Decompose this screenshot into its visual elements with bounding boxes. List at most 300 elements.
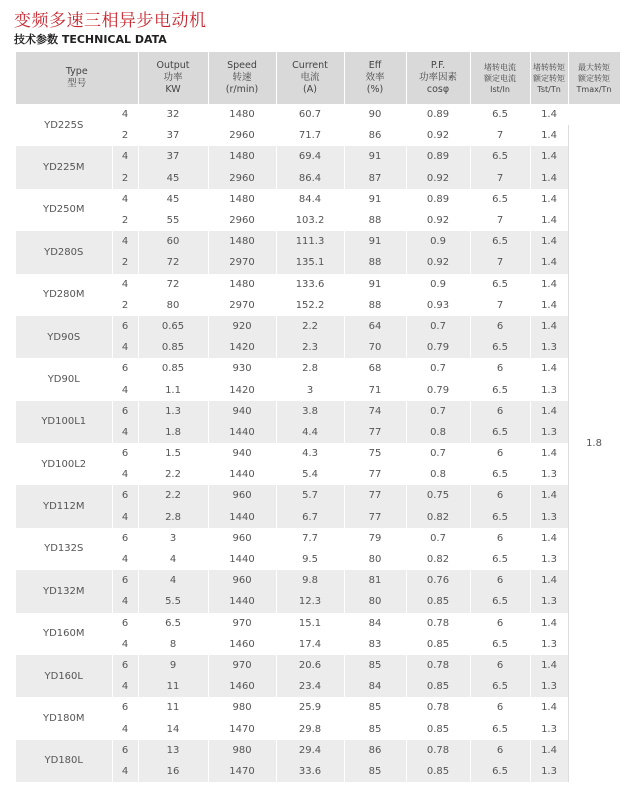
cell-pf: 0.7	[406, 401, 470, 422]
cell-eff: 77	[344, 507, 406, 528]
cell-eff: 87	[344, 168, 406, 189]
cell-speed: 1480	[208, 189, 276, 210]
table-row	[16, 570, 620, 591]
cell-eff: 90	[344, 104, 406, 125]
table-row	[16, 104, 620, 125]
cell-poles: 4	[112, 379, 138, 400]
table-row	[16, 358, 620, 379]
cell-ist: 6	[470, 485, 530, 506]
cell-poles: 4	[112, 676, 138, 697]
cell-eff: 86	[344, 740, 406, 761]
cell-tst: 1.4	[530, 125, 568, 146]
cell-current: 3.8	[276, 401, 344, 422]
cell-speed: 2960	[208, 125, 276, 146]
cell-type: YD90S	[16, 316, 112, 358]
cell-ist: 6	[470, 443, 530, 464]
cell-ist: 6.5	[470, 274, 530, 295]
cell-speed: 980	[208, 740, 276, 761]
cell-output: 55	[138, 210, 208, 231]
cell-current: 23.4	[276, 676, 344, 697]
cell-poles: 6	[112, 316, 138, 337]
cell-speed: 2970	[208, 252, 276, 273]
cell-tst: 1.3	[530, 464, 568, 485]
cell-output: 37	[138, 125, 208, 146]
cell-tst: 1.3	[530, 337, 568, 358]
cell-poles: 2	[112, 295, 138, 316]
cell-speed: 1470	[208, 761, 276, 782]
cell-ist: 6.5	[470, 676, 530, 697]
cell-poles: 2	[112, 168, 138, 189]
cell-speed: 1480	[208, 104, 276, 125]
cell-ist: 7	[470, 252, 530, 273]
cell-tst: 1.4	[530, 231, 568, 252]
cell-pf: 0.92	[406, 252, 470, 273]
cell-speed: 960	[208, 528, 276, 549]
cell-output: 0.65	[138, 316, 208, 337]
cell-type: YD112M	[16, 485, 112, 527]
cell-type: YD100L1	[16, 401, 112, 443]
cell-speed: 1440	[208, 422, 276, 443]
table-row	[16, 613, 620, 634]
cell-poles: 6	[112, 443, 138, 464]
cell-eff: 80	[344, 591, 406, 612]
cell-current: 6.7	[276, 507, 344, 528]
cell-tst: 1.4	[530, 104, 568, 125]
cell-eff: 80	[344, 549, 406, 570]
cell-pf: 0.9	[406, 274, 470, 295]
cell-ist: 6.5	[470, 337, 530, 358]
cell-ist: 6.5	[470, 634, 530, 655]
cell-eff: 77	[344, 422, 406, 443]
cell-ist: 7	[470, 210, 530, 231]
cell-pf: 0.78	[406, 613, 470, 634]
cell-eff: 64	[344, 316, 406, 337]
cell-poles: 4	[112, 591, 138, 612]
cell-eff: 68	[344, 358, 406, 379]
cell-ist: 6	[470, 697, 530, 718]
cell-ist: 6.5	[470, 464, 530, 485]
cell-ist: 6	[470, 740, 530, 761]
table-row	[16, 443, 620, 464]
header-current: Current 电流 (A)	[276, 52, 344, 104]
cell-current: 2.2	[276, 316, 344, 337]
cell-output: 45	[138, 189, 208, 210]
cell-current: 33.6	[276, 761, 344, 782]
cell-ist: 6.5	[470, 718, 530, 739]
table-body	[16, 104, 620, 782]
cell-pf: 0.85	[406, 761, 470, 782]
cell-poles: 4	[112, 464, 138, 485]
cell-speed: 1420	[208, 337, 276, 358]
cell-output: 1.8	[138, 422, 208, 443]
cell-speed: 960	[208, 570, 276, 591]
cell-current: 5.4	[276, 464, 344, 485]
cell-pf: 0.7	[406, 528, 470, 549]
cell-poles: 2	[112, 210, 138, 231]
cell-current: 15.1	[276, 613, 344, 634]
cell-pf: 0.85	[406, 718, 470, 739]
cell-pf: 0.78	[406, 740, 470, 761]
cell-output: 4	[138, 549, 208, 570]
cell-output: 11	[138, 676, 208, 697]
cell-poles: 6	[112, 570, 138, 591]
cell-poles: 4	[112, 104, 138, 125]
table-row	[16, 655, 620, 676]
cell-tst: 1.4	[530, 655, 568, 676]
cell-output: 32	[138, 104, 208, 125]
cell-output: 1.3	[138, 401, 208, 422]
cell-tst: 1.4	[530, 443, 568, 464]
cell-eff: 84	[344, 613, 406, 634]
cell-output: 5.5	[138, 591, 208, 612]
table-row	[16, 146, 620, 167]
cell-tst: 1.4	[530, 146, 568, 167]
cell-speed: 1470	[208, 718, 276, 739]
cell-output: 72	[138, 252, 208, 273]
cell-tst: 1.3	[530, 379, 568, 400]
cell-ist: 6	[470, 570, 530, 591]
page-subtitle: 技术参数 TECHNICAL DATA	[14, 33, 167, 46]
cell-speed: 940	[208, 443, 276, 464]
cell-current: 2.8	[276, 358, 344, 379]
cell-current: 4.3	[276, 443, 344, 464]
cell-poles: 4	[112, 549, 138, 570]
cell-eff: 85	[344, 761, 406, 782]
cell-type: YD250M	[16, 189, 112, 231]
cell-type: YD90L	[16, 358, 112, 400]
cell-type: YD225S	[16, 104, 112, 146]
cell-poles: 4	[112, 337, 138, 358]
cell-output: 6.5	[138, 613, 208, 634]
cell-current: 111.3	[276, 231, 344, 252]
cell-speed: 960	[208, 485, 276, 506]
cell-eff: 85	[344, 697, 406, 718]
cell-ist: 7	[470, 168, 530, 189]
cell-tst: 1.4	[530, 210, 568, 231]
cell-current: 20.6	[276, 655, 344, 676]
cell-eff: 91	[344, 146, 406, 167]
cell-tst: 1.4	[530, 358, 568, 379]
cell-type: YD132M	[16, 570, 112, 612]
cell-ist: 7	[470, 125, 530, 146]
cell-current: 5.7	[276, 485, 344, 506]
cell-tst: 1.3	[530, 634, 568, 655]
cell-ist: 6.5	[470, 104, 530, 125]
cell-poles: 2	[112, 125, 138, 146]
cell-tst: 1.4	[530, 168, 568, 189]
cell-poles: 6	[112, 740, 138, 761]
cell-pf: 0.78	[406, 697, 470, 718]
cell-pf: 0.85	[406, 676, 470, 697]
cell-output: 80	[138, 295, 208, 316]
cell-current: 7.7	[276, 528, 344, 549]
cell-output: 0.85	[138, 337, 208, 358]
cell-ist: 6	[470, 358, 530, 379]
cell-pf: 0.78	[406, 655, 470, 676]
cell-poles: 4	[112, 189, 138, 210]
cell-poles: 4	[112, 634, 138, 655]
cell-poles: 6	[112, 485, 138, 506]
header-tst-tn: 堵转转矩 额定转矩 Tst/Tn	[530, 52, 568, 104]
cell-poles: 6	[112, 528, 138, 549]
cell-poles: 4	[112, 507, 138, 528]
cell-current: 71.7	[276, 125, 344, 146]
table-header-row	[16, 52, 620, 104]
table-row	[16, 231, 620, 252]
cell-ist: 6.5	[470, 146, 530, 167]
cell-speed: 1460	[208, 634, 276, 655]
cell-pf: 0.8	[406, 422, 470, 443]
cell-output: 72	[138, 274, 208, 295]
cell-pf: 0.75	[406, 485, 470, 506]
cell-tst: 1.4	[530, 295, 568, 316]
cell-pf: 0.93	[406, 295, 470, 316]
cell-speed: 940	[208, 401, 276, 422]
table-row	[16, 740, 620, 761]
cell-tst: 1.3	[530, 718, 568, 739]
cell-pf: 0.85	[406, 591, 470, 612]
table-row	[16, 401, 620, 422]
cell-speed: 1420	[208, 379, 276, 400]
cell-current: 29.4	[276, 740, 344, 761]
cell-output: 0.85	[138, 358, 208, 379]
cell-pf: 0.7	[406, 316, 470, 337]
cell-poles: 4	[112, 231, 138, 252]
cell-speed: 2960	[208, 168, 276, 189]
cell-speed: 930	[208, 358, 276, 379]
cell-poles: 6	[112, 401, 138, 422]
cell-eff: 71	[344, 379, 406, 400]
cell-eff: 85	[344, 718, 406, 739]
cell-output: 2.2	[138, 485, 208, 506]
cell-poles: 2	[112, 252, 138, 273]
cell-tst: 1.4	[530, 570, 568, 591]
cell-output: 1.1	[138, 379, 208, 400]
cell-pf: 0.85	[406, 634, 470, 655]
cell-type: YD280M	[16, 274, 112, 316]
cell-current: 25.9	[276, 697, 344, 718]
cell-tst: 1.3	[530, 591, 568, 612]
cell-ist: 6	[470, 316, 530, 337]
cell-eff: 86	[344, 125, 406, 146]
cell-output: 4	[138, 570, 208, 591]
cell-ist: 6.5	[470, 422, 530, 443]
cell-tst: 1.4	[530, 189, 568, 210]
cell-ist: 6.5	[470, 507, 530, 528]
cell-eff: 85	[344, 655, 406, 676]
table-row	[16, 316, 620, 337]
cell-output: 14	[138, 718, 208, 739]
cell-eff: 74	[344, 401, 406, 422]
cell-poles: 4	[112, 274, 138, 295]
cell-poles: 4	[112, 146, 138, 167]
cell-output: 8	[138, 634, 208, 655]
cell-poles: 4	[112, 422, 138, 443]
cell-tst: 1.3	[530, 676, 568, 697]
cell-ist: 6.5	[470, 761, 530, 782]
cell-eff: 79	[344, 528, 406, 549]
cell-pf: 0.8	[406, 464, 470, 485]
cell-tst: 1.4	[530, 697, 568, 718]
cell-poles: 6	[112, 655, 138, 676]
cell-eff: 91	[344, 189, 406, 210]
cell-pf: 0.89	[406, 146, 470, 167]
cell-pf: 0.9	[406, 231, 470, 252]
cell-eff: 75	[344, 443, 406, 464]
cell-eff: 77	[344, 485, 406, 506]
cell-speed: 1480	[208, 231, 276, 252]
table-row	[16, 485, 620, 506]
cell-tst: 1.4	[530, 613, 568, 634]
cell-tst: 1.4	[530, 528, 568, 549]
cell-tst: 1.4	[530, 316, 568, 337]
cell-current: 84.4	[276, 189, 344, 210]
cell-pf: 0.76	[406, 570, 470, 591]
cell-pf: 0.79	[406, 337, 470, 358]
cell-output: 16	[138, 761, 208, 782]
cell-current: 69.4	[276, 146, 344, 167]
cell-pf: 0.82	[406, 507, 470, 528]
cell-current: 152.2	[276, 295, 344, 316]
cell-tst: 1.4	[530, 485, 568, 506]
cell-eff: 70	[344, 337, 406, 358]
cell-type: YD180M	[16, 697, 112, 739]
cell-eff: 84	[344, 676, 406, 697]
cell-output: 1.5	[138, 443, 208, 464]
cell-speed: 1440	[208, 507, 276, 528]
cell-poles: 6	[112, 613, 138, 634]
cell-speed: 920	[208, 316, 276, 337]
cell-pf: 0.89	[406, 104, 470, 125]
cell-ist: 6	[470, 401, 530, 422]
cell-tst: 1.3	[530, 761, 568, 782]
cell-output: 11	[138, 697, 208, 718]
cell-current: 3	[276, 379, 344, 400]
cell-output: 3	[138, 528, 208, 549]
cell-speed: 980	[208, 697, 276, 718]
cell-current: 103.2	[276, 210, 344, 231]
cell-current: 29.8	[276, 718, 344, 739]
cell-speed: 1440	[208, 464, 276, 485]
cell-poles: 4	[112, 761, 138, 782]
cell-current: 86.4	[276, 168, 344, 189]
header-eff: Eff 效率 (%)	[344, 52, 406, 104]
cell-ist: 6.5	[470, 379, 530, 400]
cell-tst: 1.3	[530, 507, 568, 528]
cell-ist: 6	[470, 528, 530, 549]
cell-eff: 91	[344, 231, 406, 252]
cell-pf: 0.89	[406, 189, 470, 210]
cell-speed: 1480	[208, 274, 276, 295]
cell-pf: 0.79	[406, 379, 470, 400]
cell-ist: 7	[470, 295, 530, 316]
cell-type: YD132S	[16, 528, 112, 570]
cell-current: 133.6	[276, 274, 344, 295]
page-title: 变频多速三相异步电动机	[14, 11, 207, 31]
cell-current: 12.3	[276, 591, 344, 612]
cell-output: 37	[138, 146, 208, 167]
cell-output: 2.2	[138, 464, 208, 485]
cell-tst: 1.4	[530, 740, 568, 761]
cell-output: 2.8	[138, 507, 208, 528]
technical-data-table	[16, 52, 621, 782]
cell-speed: 1440	[208, 549, 276, 570]
cell-pf: 0.92	[406, 125, 470, 146]
cell-speed: 970	[208, 613, 276, 634]
table-row	[16, 528, 620, 549]
table-row	[16, 189, 620, 210]
cell-current: 135.1	[276, 252, 344, 273]
header-type: Type 型号	[16, 52, 138, 104]
cell-tst: 1.4	[530, 401, 568, 422]
cell-tst: 1.4	[530, 274, 568, 295]
cell-poles: 6	[112, 358, 138, 379]
cell-current: 2.3	[276, 337, 344, 358]
cell-pf: 0.7	[406, 358, 470, 379]
cell-output: 13	[138, 740, 208, 761]
cell-poles: 6	[112, 697, 138, 718]
cell-pf: 0.92	[406, 168, 470, 189]
cell-ist: 6.5	[470, 549, 530, 570]
cell-speed: 1460	[208, 676, 276, 697]
cell-speed: 1480	[208, 146, 276, 167]
table-row	[16, 697, 620, 718]
header-pf: P.F. 功率因素 cosφ	[406, 52, 470, 104]
cell-eff: 88	[344, 295, 406, 316]
cell-tst: 1.3	[530, 422, 568, 443]
cell-ist: 6.5	[470, 189, 530, 210]
cell-type: YD100L2	[16, 443, 112, 485]
header-ist-in: 堵转电流 额定电流 Ist/In	[470, 52, 530, 104]
cell-eff: 91	[344, 274, 406, 295]
cell-ist: 6.5	[470, 231, 530, 252]
cell-type: YD225M	[16, 146, 112, 188]
cell-speed: 1440	[208, 591, 276, 612]
cell-current: 60.7	[276, 104, 344, 125]
cell-current: 17.4	[276, 634, 344, 655]
header-speed: Speed 转速 (r/min)	[208, 52, 276, 104]
header-tmax-tn: 最大转矩 额定转矩 Tmax/Tn	[568, 52, 620, 104]
cell-current: 9.5	[276, 549, 344, 570]
cell-speed: 970	[208, 655, 276, 676]
cell-ist: 6.5	[470, 591, 530, 612]
cell-pf: 0.82	[406, 549, 470, 570]
cell-ist: 6	[470, 613, 530, 634]
cell-poles: 4	[112, 718, 138, 739]
cell-type: YD280S	[16, 231, 112, 273]
cell-output: 60	[138, 231, 208, 252]
cell-type: YD160M	[16, 613, 112, 655]
cell-output: 45	[138, 168, 208, 189]
cell-pf: 0.92	[406, 210, 470, 231]
cell-type: YD180L	[16, 740, 112, 782]
cell-eff: 77	[344, 464, 406, 485]
cell-eff: 88	[344, 252, 406, 273]
cell-current: 4.4	[276, 422, 344, 443]
cell-pf: 0.7	[406, 443, 470, 464]
cell-speed: 2960	[208, 210, 276, 231]
cell-type: YD160L	[16, 655, 112, 697]
cell-tmax: 1.8	[568, 104, 620, 782]
cell-speed: 2970	[208, 295, 276, 316]
cell-output: 9	[138, 655, 208, 676]
cell-eff: 88	[344, 210, 406, 231]
cell-tst: 1.3	[530, 549, 568, 570]
table-row	[16, 274, 620, 295]
cell-current: 9.8	[276, 570, 344, 591]
cell-eff: 81	[344, 570, 406, 591]
cell-tst: 1.4	[530, 252, 568, 273]
